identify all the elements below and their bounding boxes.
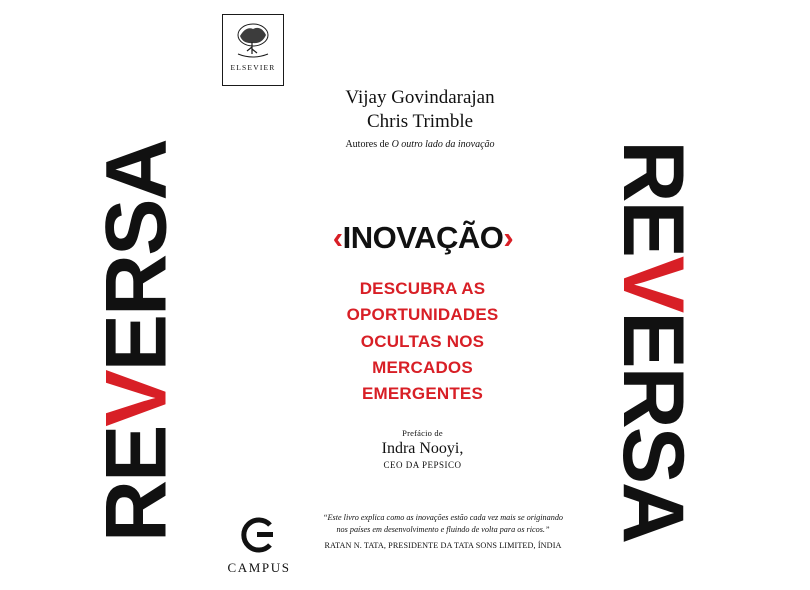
subtitle-line-5: EMERGENTES bbox=[361, 384, 484, 404]
campus-c-icon bbox=[240, 516, 278, 554]
subtitle-line-4: MERCADOS bbox=[372, 358, 473, 378]
side-word-right bbox=[605, 140, 702, 543]
authors-block bbox=[290, 86, 550, 150]
side-word-left-text: REVERSA bbox=[88, 140, 185, 543]
preface-role: CEO DA PEPSICO bbox=[383, 460, 462, 470]
side-word-left bbox=[88, 140, 185, 543]
author-name-2: Chris Trimble bbox=[366, 110, 474, 132]
side-word-right-text: REVERSA bbox=[605, 140, 702, 543]
preface-label: Prefácio de bbox=[402, 428, 443, 438]
authors-credit-prefix: Autores de bbox=[345, 138, 392, 150]
preface-name: Indra Nooyi, bbox=[381, 440, 464, 457]
subtitle-block bbox=[300, 276, 545, 408]
subtitle-line-1: DESCUBRA AS bbox=[359, 279, 486, 298]
subtitle-line-2: OPORTUNIDADES bbox=[346, 305, 499, 325]
chevron-right-icon: › bbox=[503, 220, 514, 255]
page-title bbox=[243, 220, 603, 256]
author-name-1: Vijay Govindarajan bbox=[345, 87, 495, 108]
subtitle-line-3: OCULTAS NOS bbox=[360, 331, 485, 351]
endorsement-quote bbox=[318, 512, 568, 552]
quote-attribution: RATAN N. TATA, PRESIDENTE DA TATA SONS LIMITED, ÍNDIA bbox=[324, 540, 562, 550]
elsevier-logo bbox=[222, 14, 284, 86]
title-text: INOVAÇÃO bbox=[342, 220, 504, 255]
authors-credit bbox=[290, 139, 550, 150]
publisher-name: ELSEVIER bbox=[230, 63, 276, 72]
chevron-left-icon: ‹ bbox=[332, 220, 343, 255]
quote-text: “Este livro explica como as inovações estão cada vez mais se originando nos países em desenvolvimento e fluindo de volta para os ricos.” bbox=[322, 513, 564, 535]
campus-name: CAMPUS bbox=[227, 560, 291, 575]
campus-imprint bbox=[222, 516, 296, 576]
preface-block bbox=[300, 428, 545, 470]
tree-logo-icon bbox=[230, 20, 276, 62]
authors-credit-work: O outro lado da inovação bbox=[391, 138, 495, 150]
